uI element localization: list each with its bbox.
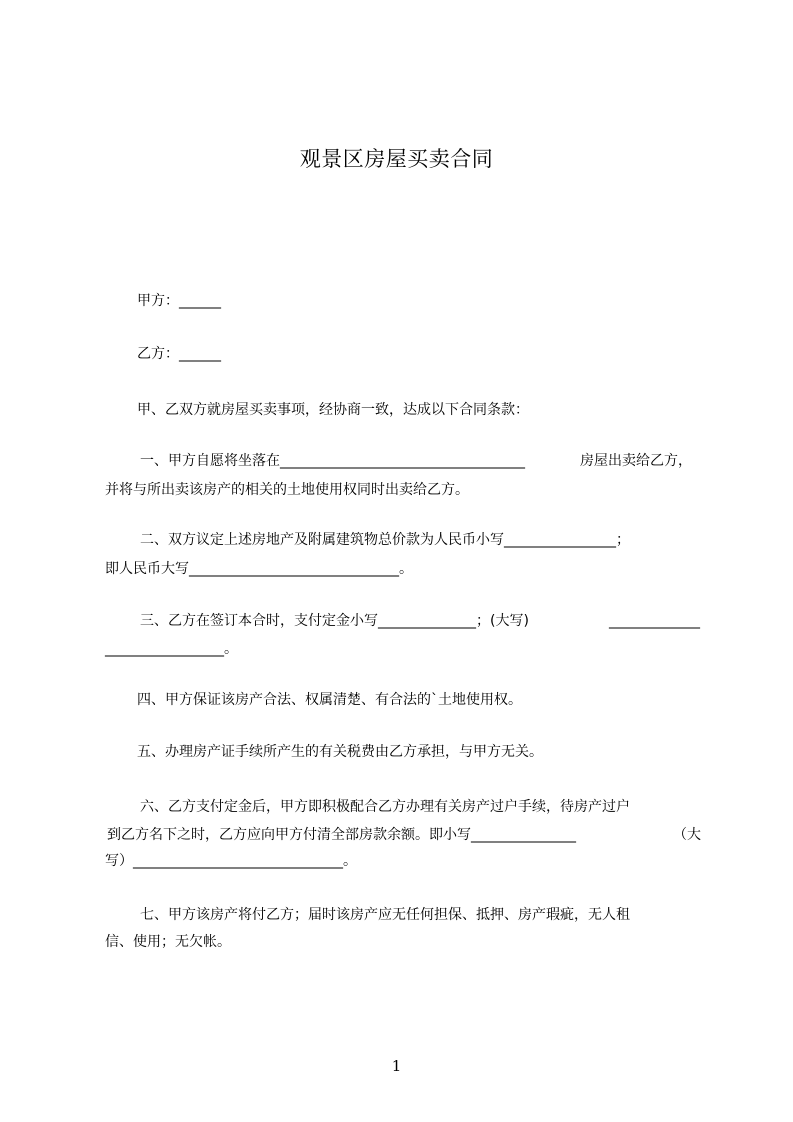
clause-7-line-2: 信、使用；无欠帐。 [105,934,231,950]
clause-3-line-1-left: 三、乙方在签订本合时，支付定金小写______________；(大写) [140,613,529,629]
party-a-line: 甲方：______ [137,293,221,309]
clause-7-line-1: 七、甲方该房产将付乙方；届时该房产应无任何担保、抵押、房产瑕疵，无人租 [140,907,630,923]
document-title: 观景区房屋买卖合同 [299,147,494,171]
clause-6-line-2-right: （大 [673,827,701,843]
clause-2-line-2: 即人民币大写______________________________。 [105,561,413,577]
clause-1-line-1-right: 房屋出卖给乙方， [580,453,692,469]
page-number: 1 [391,1057,402,1075]
intro-paragraph: 甲、乙双方就房屋买卖事项，经协商一致，达成以下合同条款： [137,402,529,418]
clause-6-line-1: 六、乙方支付定金后，甲方即积极配合乙方办理有关房产过户手续，待房产过户 [140,799,630,815]
clause-5: 五、办理房产证手续所产生的有关税费由乙方承担，与甲方无关。 [137,744,543,760]
clause-1-line-1 [140,452,692,470]
party-b-line: 乙方：______ [137,346,221,362]
clause-1-line-2: 并将与所出卖该房产的相关的土地使用权同时出卖给乙方。 [105,482,469,498]
clause-4: 四、甲方保证该房产合法、权属清楚、有合法的`土地使用权。 [137,692,522,708]
clause-3-line-1-right: _____________ [609,613,700,629]
clause-6-line-2 [107,826,701,844]
clause-1-line-1-left: 一、甲方自愿将坐落在___________________________________ [140,453,525,469]
clause-3-line-1 [140,612,700,630]
clause-6-line-2-left: 到乙方名下之时，乙方应向甲方付清全部房款余额。即小写_______________ [107,827,576,843]
clause-3-line-2: _________________。 [105,641,238,657]
clause-2-line-1: 二、双方议定上述房地产及附属建筑物总价款为人民币小写________________； [140,532,630,548]
clause-6-line-3: 写）______________________________。 [105,853,357,869]
